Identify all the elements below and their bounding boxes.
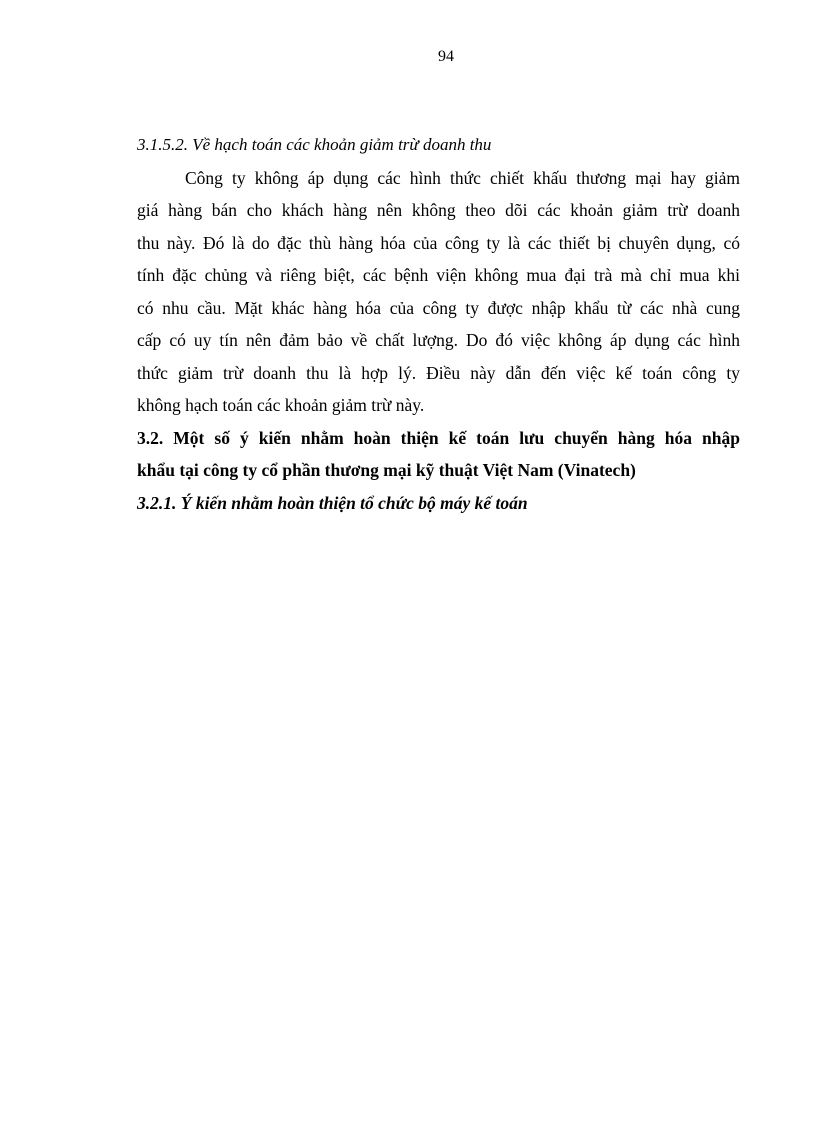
document-body — [137, 129, 740, 519]
paragraph-line: Công ty không áp dụng các hình thức chiết khấu thương mại hay giảm — [185, 167, 740, 188]
paragraph-line: thức giảm trừ doanh thu là hợp lý. Điều này dẫn đến việc kế toán công ty — [137, 362, 740, 383]
section-heading-3-1-5-2: 3.1.5.2. Về hạch toán các khoản giảm trừ doanh thu — [137, 135, 492, 154]
section-heading-3-2: 3.2. Một số ý kiến nhằm hoàn thiện kế toán lưu chuyển hàng hóa nhập — [137, 427, 740, 448]
section-heading-3-2-continued: khẩu tại công ty cổ phần thương mại kỹ thuật Việt Nam (Vinatech) — [137, 460, 636, 480]
paragraph-line: có nhu cầu. Mặt khác hàng hóa của công ty được nhập khẩu từ các nhà cung — [137, 297, 740, 318]
paragraph-line: thu này. Đó là do đặc thù hàng hóa của công ty là các thiết bị chuyên dụng, có — [137, 232, 740, 253]
page-number: 94 — [438, 48, 454, 65]
section-heading-3-2-1: 3.2.1. Ý kiến nhằm hoàn thiện tổ chức bộ máy kế toán — [137, 492, 528, 513]
paragraph-line: không hạch toán các khoản giảm trừ này. — [137, 395, 425, 415]
paragraph-line: cấp có uy tín nên đảm bảo về chất lượng. Do đó việc không áp dụng các hình — [137, 330, 740, 350]
paragraph-line: tính đặc chủng và riêng biệt, các bệnh viện không mua đại trà mà chỉ mua khi — [137, 265, 740, 285]
paragraph-line: giá hàng bán cho khách hàng nên không theo dõi các khoản giảm trừ doanh — [137, 200, 740, 220]
